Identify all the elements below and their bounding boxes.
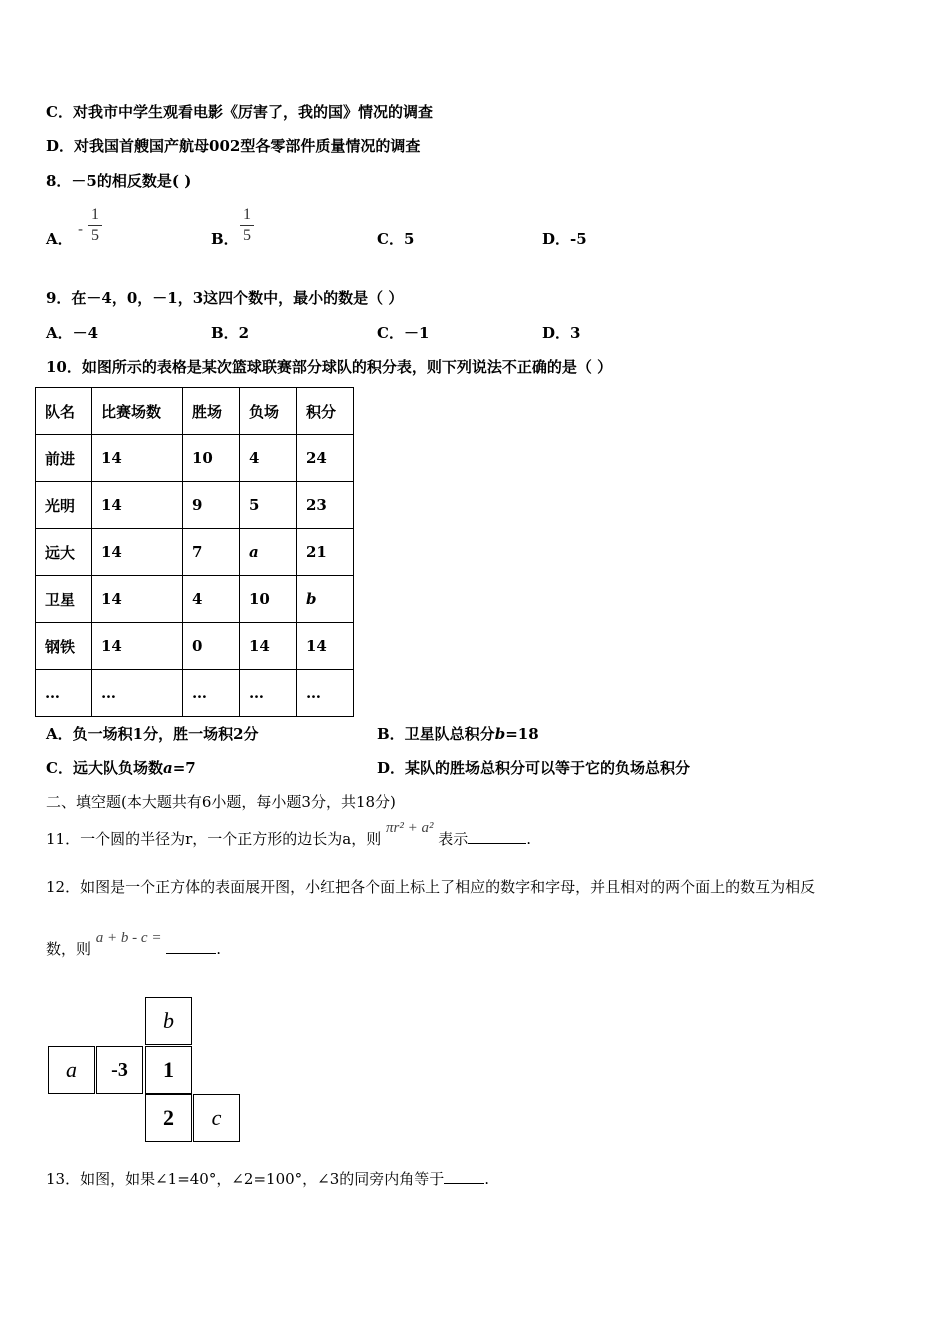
cell-losses: … bbox=[240, 670, 297, 717]
fraction-numerator: 1 bbox=[243, 206, 251, 223]
q8-option-b-label: B． bbox=[211, 230, 239, 248]
fraction-numerator: 1 bbox=[91, 206, 99, 223]
q12-line1: 12．如图是一个正方体的表面展开图，小红把各个面上标上了相应的数字和字母，并且相对的两个面上的数互为相反 bbox=[46, 878, 816, 896]
cell-points: 14 bbox=[297, 623, 354, 670]
header-games: 比赛场数 bbox=[92, 388, 183, 435]
q10-option-b-value: =18 bbox=[505, 725, 539, 743]
fraction-denominator: 5 bbox=[91, 227, 99, 244]
cell-games: 14 bbox=[92, 529, 183, 576]
cell-points: 23 bbox=[297, 482, 354, 529]
table-row bbox=[36, 435, 354, 482]
q11-formula: πr² + a² bbox=[385, 820, 434, 836]
cell-team: 光明 bbox=[36, 482, 92, 529]
cell-games: 14 bbox=[92, 482, 183, 529]
table-row bbox=[36, 576, 354, 623]
q11-text: 11．一个圆的半径为r，一个正方形的边长为a，则 bbox=[46, 830, 382, 848]
cell-games: 14 bbox=[92, 435, 183, 482]
q12-text: 数，则 bbox=[46, 940, 92, 958]
standings-table bbox=[35, 387, 354, 717]
header-points: 积分 bbox=[297, 388, 354, 435]
cell-losses: 4 bbox=[240, 435, 297, 482]
q9-stem: 9．在－4，0，－1，3这四个数中，最小的数是（ ） bbox=[46, 289, 404, 307]
header-team: 队名 bbox=[36, 388, 92, 435]
cell-wins: 10 bbox=[183, 435, 240, 482]
q8-option-a-label: A． bbox=[46, 230, 73, 248]
q9-option-c: C．－1 bbox=[377, 324, 430, 342]
cell-losses: 10 bbox=[240, 576, 297, 623]
cell-losses: 14 bbox=[240, 623, 297, 670]
q10-stem: 10．如图所示的表格是某次篮球联赛部分球队的积分表，则下列说法不正确的是（ ） bbox=[46, 358, 613, 376]
net-face-b: b bbox=[145, 997, 192, 1045]
net-face-2: 2 bbox=[145, 1094, 192, 1142]
cell-points: … bbox=[297, 670, 354, 717]
cell-wins: … bbox=[183, 670, 240, 717]
q10-option-b bbox=[377, 724, 539, 744]
answer-blank bbox=[468, 829, 526, 844]
cell-points: b bbox=[297, 576, 354, 623]
cell-team: 远大 bbox=[36, 529, 92, 576]
q9-option-b: B．2 bbox=[211, 324, 250, 342]
q10-option-b-text: B．卫星队总积分 bbox=[377, 725, 495, 743]
q8-option-a-sign: - bbox=[78, 220, 84, 238]
table-header-row bbox=[36, 388, 354, 435]
q8-option-d: D．-5 bbox=[542, 230, 587, 248]
cell-points: 21 bbox=[297, 529, 354, 576]
q10-option-c-value: =7 bbox=[172, 759, 196, 777]
q9-option-a: A．－4 bbox=[46, 324, 99, 342]
header-losses: 负场 bbox=[240, 388, 297, 435]
cell-games: 14 bbox=[92, 623, 183, 670]
fraction-bar bbox=[240, 225, 254, 226]
q13-text: 13．如图，如果∠1=40°，∠2=100°，∠3的同旁内角等于 bbox=[46, 1170, 445, 1188]
fraction-denominator: 5 bbox=[243, 227, 251, 244]
q10-option-c-text: C．远大队负场数 bbox=[46, 759, 163, 777]
section-heading: 二、填空题(本大题共有6小题，每小题3分，共18分) bbox=[46, 793, 396, 811]
q10-option-c-var: a bbox=[162, 759, 173, 777]
q10-option-b-var: b bbox=[494, 725, 506, 743]
cell-team: 钢铁 bbox=[36, 623, 92, 670]
q12-formula: a + b - c = bbox=[95, 930, 162, 946]
cell-team: … bbox=[36, 670, 92, 717]
q13-line bbox=[46, 1169, 489, 1189]
q11-line bbox=[46, 820, 532, 850]
cell-wins: 0 bbox=[183, 623, 240, 670]
q8-option-c: C．5 bbox=[377, 230, 415, 248]
table-row bbox=[36, 623, 354, 670]
cell-games: 14 bbox=[92, 576, 183, 623]
q9-option-d: D．3 bbox=[542, 324, 581, 342]
q10-option-c bbox=[46, 758, 196, 778]
cell-points: 24 bbox=[297, 435, 354, 482]
q8-option-a-fraction bbox=[88, 206, 102, 245]
q11-period: . bbox=[526, 830, 532, 848]
q12-line2 bbox=[46, 930, 222, 960]
cell-wins: 4 bbox=[183, 576, 240, 623]
answer-blank bbox=[444, 1169, 484, 1184]
net-face-1: 1 bbox=[145, 1046, 192, 1094]
net-face-neg3: -3 bbox=[96, 1046, 143, 1094]
cell-team: 前进 bbox=[36, 435, 92, 482]
q8-option-b-fraction bbox=[240, 206, 254, 245]
q7-option-c: C．对我市中学生观看电影《厉害了，我的国》情况的调查 bbox=[46, 103, 433, 121]
net-face-c: c bbox=[193, 1094, 240, 1142]
q7-option-d: D．对我国首艘国产航母002型各零部件质量情况的调查 bbox=[46, 137, 421, 155]
header-wins: 胜场 bbox=[183, 388, 240, 435]
net-face-a: a bbox=[48, 1046, 95, 1094]
q10-option-a: A．负一场积1分，胜一场积2分 bbox=[46, 725, 259, 743]
fraction-bar bbox=[88, 225, 102, 226]
q12-period: . bbox=[216, 940, 222, 958]
cell-team: 卫星 bbox=[36, 576, 92, 623]
q13-period: . bbox=[484, 1170, 490, 1188]
cell-losses: a bbox=[240, 529, 297, 576]
q8-stem: 8．－5的相反数是( ) bbox=[46, 172, 192, 190]
cell-losses: 5 bbox=[240, 482, 297, 529]
cell-wins: 9 bbox=[183, 482, 240, 529]
cell-wins: 7 bbox=[183, 529, 240, 576]
table-row bbox=[36, 529, 354, 576]
q11-text-after: 表示 bbox=[438, 830, 469, 848]
table-row bbox=[36, 670, 354, 717]
q10-option-d: D．某队的胜场总积分可以等于它的负场总积分 bbox=[377, 759, 691, 777]
table-row bbox=[36, 482, 354, 529]
answer-blank bbox=[166, 939, 216, 954]
cell-games: … bbox=[92, 670, 183, 717]
